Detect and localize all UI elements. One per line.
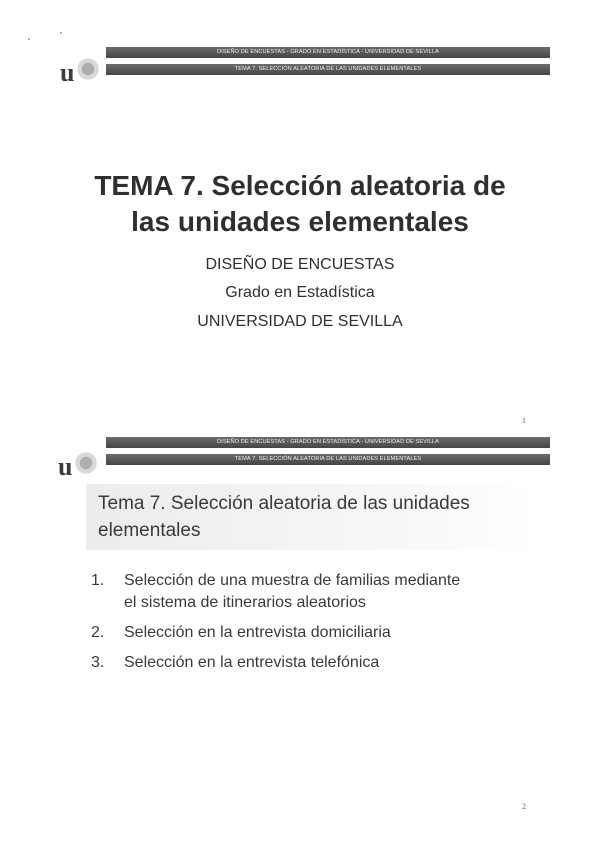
item-text-line1: Selección de una muestra de familias mediante bbox=[124, 572, 461, 589]
degree-name: Grado en Estadística bbox=[225, 284, 375, 301]
university-seal-icon bbox=[74, 450, 98, 476]
topic-list bbox=[86, 570, 526, 682]
university-logo: u bbox=[58, 450, 102, 484]
item-text-line1: Selección en la entrevista domiciliaria bbox=[124, 624, 391, 641]
item-number: 2. bbox=[91, 624, 105, 641]
cover-title-line2: las unidades elementales bbox=[131, 206, 469, 237]
header-ribbon-topic: TEMA 7. SELECCIÓN ALEATORIA DE LAS UNIDADES ELEMENTALES bbox=[106, 454, 550, 465]
section-title bbox=[86, 484, 540, 550]
item-text-line2: el sistema de itinerarios aleatorios bbox=[124, 594, 366, 611]
section-title-line1: Tema 7. Selección aleatoria de las unidades bbox=[98, 493, 470, 514]
university-seal-icon bbox=[76, 56, 100, 82]
page-number: 1 bbox=[522, 416, 526, 425]
header-ribbon-topic: TEMA 7. SELECCIÓN ALEATORIA DE LAS UNIDADES ELEMENTALES bbox=[106, 64, 550, 75]
header-ribbon-course: DISEÑO DE ENCUESTAS - GRADO EN ESTADÍSTICA - UNIVERSIDAD DE SEVILLA bbox=[106, 437, 550, 448]
cover-title bbox=[60, 168, 540, 240]
section-title-line2: elementales bbox=[98, 520, 201, 541]
university-logo: u bbox=[60, 56, 104, 90]
course-name: DISEÑO DE ENCUESTAS bbox=[205, 256, 395, 273]
header-ribbon-course: DISEÑO DE ENCUESTAS - GRADO EN ESTADÍSTICA - UNIVERSIDAD DE SEVILLA bbox=[106, 47, 550, 58]
item-text-line1: Selección en la entrevista telefónica bbox=[124, 654, 380, 671]
cover-title-line1: TEMA 7. Selección aleatoria de bbox=[94, 170, 506, 201]
university-name: UNIVERSIDAD DE SEVILLA bbox=[197, 313, 403, 330]
page-number: 2 bbox=[522, 802, 526, 811]
item-number: 1. bbox=[91, 572, 105, 589]
item-number: 3. bbox=[91, 654, 105, 671]
list-item bbox=[86, 570, 526, 614]
list-item bbox=[86, 652, 526, 674]
slide-outline bbox=[0, 430, 600, 848]
list-item bbox=[86, 622, 526, 644]
